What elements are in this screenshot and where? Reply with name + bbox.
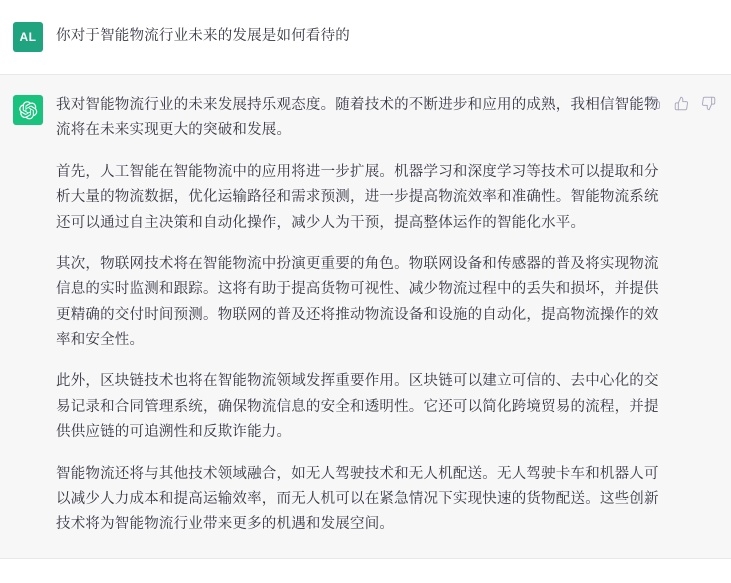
- assistant-avatar-column: [0, 93, 56, 125]
- user-avatar-column: [0, 20, 56, 52]
- assistant-message-content: [56, 93, 731, 538]
- assistant-message: [0, 75, 731, 559]
- thumbs-down-icon[interactable]: [700, 95, 717, 112]
- assistant-paragraph: 智能物流还将与其他技术领域融合，如无人驾驶技术和无人机配送。无人驾驶卡车和机器人可以减少人力成本和提高运输效率，而无人机可以在紧急情况下实现快速的货物配送。这些创新技术将为智能物流行业带来更多的机遇和发展空间。: [56, 465, 659, 533]
- user-message: [0, 0, 731, 75]
- avatar: AL: [13, 22, 43, 52]
- message-actions: [646, 95, 717, 112]
- assistant-paragraph: 我对智能物流行业的未来发展持乐观态度。随着技术的不断进步和应用的成熟，我相信智能物流将在未来实现更大的突破和发展。: [56, 97, 659, 139]
- assistant-paragraph: 首先，人工智能在智能物流中的应用将进一步扩展。机器学习和深度学习等技术可以提取和分析大量的物流数据，优化运输路径和需求预测，进一步提高物流效率和准确性。智能物流系统还可以通过自主决策和自动化操作，减少人为干预，提高整体运作的智能化水平。: [56, 163, 659, 231]
- thumbs-up-icon[interactable]: [673, 95, 690, 112]
- openai-logo-icon: [13, 95, 43, 125]
- user-message-content: [56, 20, 731, 49]
- assistant-paragraph: 此外，区块链技术也将在智能物流领域发挥重要作用。区块链可以建立可信的、去中心化的交易记录和合同管理系统，确保物流信息的安全和透明性。它还可以简化跨境贸易的流程，并提供供应链的可追溯性和反欺诈能力。: [56, 373, 659, 441]
- assistant-paragraph: 其次，物联网技术将在智能物流中扮演更重要的角色。物联网设备和传感器的普及将实现物流信息的实时监测和跟踪。这将有助于提高货物可视性、减少物流过程中的丢失和损坏，并提供更精确的交付时间预测。物联网的普及还将推动物流设备和设施的自动化，提高物流操作的效率和安全性。: [56, 255, 659, 348]
- copy-icon[interactable]: [646, 95, 663, 112]
- user-message-text: 你对于智能物流行业未来的发展是如何看待的: [56, 28, 350, 44]
